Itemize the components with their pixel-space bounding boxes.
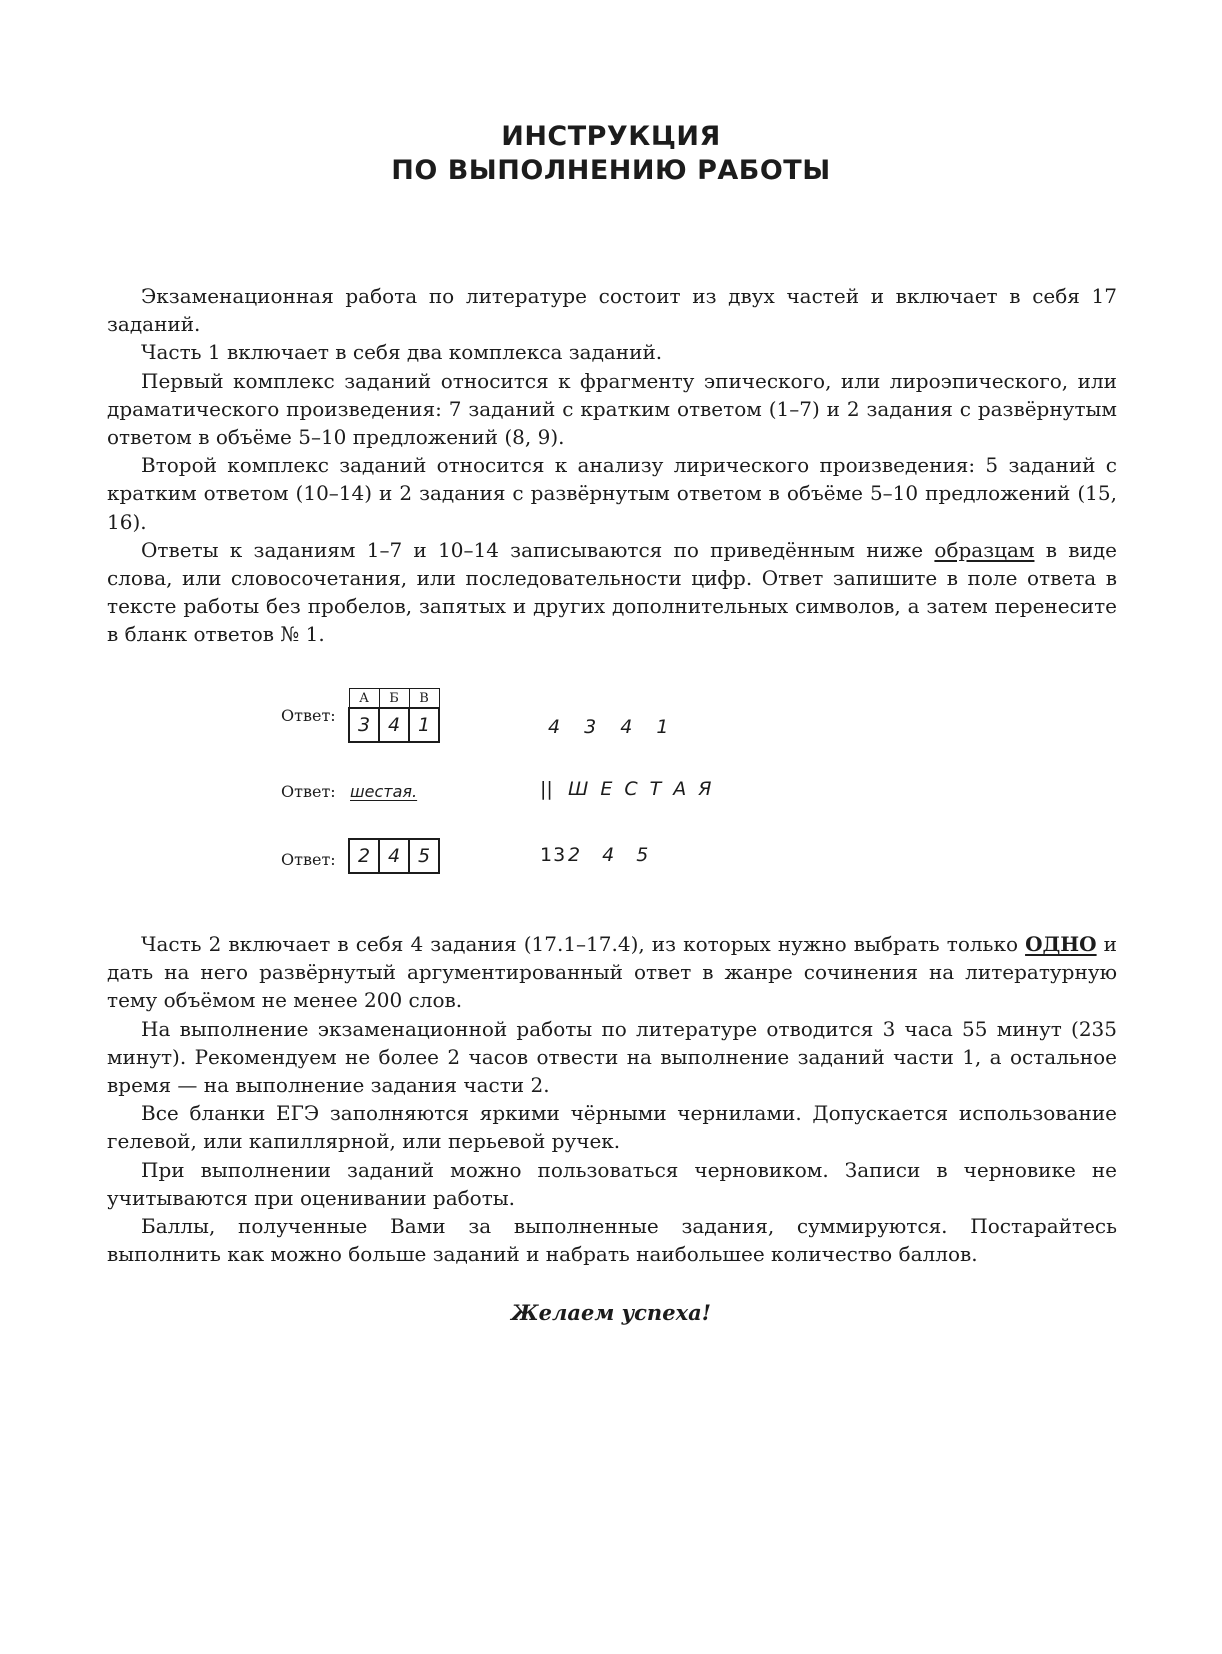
intro-paragraph: Первый комплекс заданий относится к фрагменту эпического, или лироэпического, или драматического произведения: 7 заданий с кратким ответом (1–7) и 2 задания с развёрнутым ответом в объёме 5–10 предложений (8, 9). [107, 368, 1117, 450]
text-span: Ответы к заданиям 1–7 и 10–14 записываются по приведённым ниже [141, 537, 935, 562]
grid-header-cell: Б [379, 689, 409, 709]
intro-paragraph: Часть 1 включает в себя два комплекса заданий. [141, 340, 663, 365]
answer-label: Ответ: [281, 706, 336, 725]
grid-header-cell: А [349, 689, 379, 709]
part2-paragraph: Баллы, полученные Вами за выполненные задания, суммируются. Постарайтесь выполнить как можно больше заданий и набрать наибольшее количество баллов. [107, 1214, 1117, 1267]
part2-paragraph: Все бланки ЕГЭ заполняются яркими чёрными чернилами. Допускается использование гелевой, или капиллярной, или перьевой ручек. [107, 1101, 1117, 1154]
form-sample-2-num: || [540, 778, 553, 800]
grid-value-cell: 4 [379, 708, 409, 742]
intro-paragraph: Второй комплекс заданий относится к анализу лирического произведения: 5 заданий с кратким ответом (10–14) и 2 задания с развёрнутым ответом в объёме 5–10 предложений (15, 16). [107, 453, 1117, 534]
grid-header-cell: В [409, 689, 439, 709]
part2-paragraph: При выполнении заданий можно пользоваться черновиком. Записи в черновике не учитываются при оценивании работы. [107, 1157, 1117, 1210]
text-span: Часть 2 включает в себя 4 задания (17.1–17.4), из которых нужно выбрать только [141, 932, 1026, 956]
form-sample-3-num: 13 [540, 844, 567, 866]
answer-label: Ответ: [281, 850, 336, 869]
answer-label: Ответ: [281, 782, 336, 801]
emphasis-one: ОДНО [1025, 932, 1097, 956]
form-sample-3-text: 2 4 5 [568, 844, 657, 866]
text-span: и дать на него развёрнутый аргументированный ответ в жанре сочинения на литературную тему объёмом не менее 200 слов. [107, 932, 1117, 1013]
title-line-1: ИНСТРУКЦИЯ [501, 121, 721, 152]
intro-paragraph-answers [107, 536, 1117, 649]
grid-value-cell: 5 [409, 839, 439, 873]
closing-wish: Желаем успеха! [511, 1300, 711, 1325]
grid-value-cell: 4 [379, 839, 409, 873]
samples-link: образцам [934, 537, 1035, 562]
form-sample-2-text: ШЕСТАЯ [568, 778, 724, 800]
part2-paragraph: На выполнение экзаменационной работы по литературе отводится 3 часа 55 минут (235 минут). Рекомендуем не более 2 часов отвести на выполнение заданий части 1, а остальное время — на выполнение задания части 2. [107, 1016, 1117, 1098]
intro-paragraph: Экзаменационная работа по литературе состоит из двух частей и включает в себя 17 заданий. [107, 284, 1117, 337]
form-sample-1: 4 3 4 1 [548, 716, 678, 738]
grid-value-cell: 3 [349, 708, 379, 742]
grid-value-cell: 1 [409, 708, 439, 742]
answer-grid-digits [348, 838, 440, 874]
page-title [0, 120, 1222, 188]
title-line-2: ПО ВЫПОЛНЕНИЮ РАБОТЫ [391, 155, 831, 186]
part2-paragraph [107, 930, 1117, 1015]
text-span: в виде слова, или словосочетания, или последовательности цифр. Ответ запишите в поле ответа в тексте работы без пробелов, запятых и других дополнительных символов, а затем перенесите в бланк ответов № 1. [107, 537, 1117, 647]
intro-section [107, 282, 1117, 649]
part2-section [107, 930, 1117, 1268]
answer-word: шестая. [350, 782, 418, 801]
grid-value-cell: 2 [349, 839, 379, 873]
answer-grid-abv [348, 688, 440, 743]
